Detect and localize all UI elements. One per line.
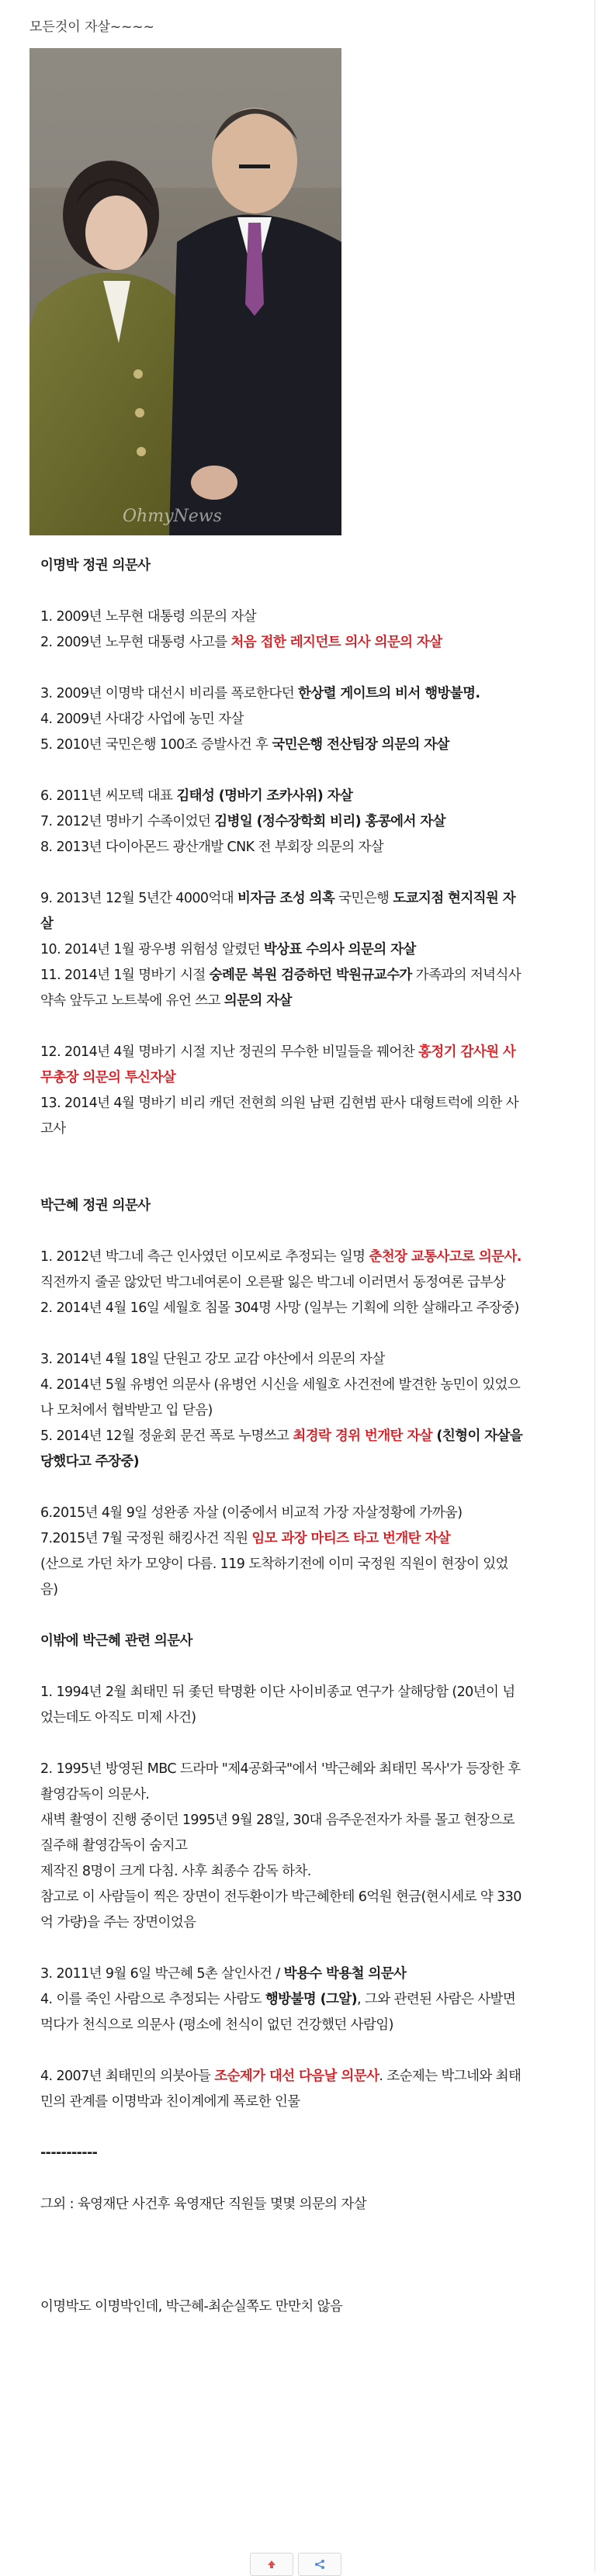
lee-section-title: 이명박 정권 의문사 xyxy=(40,558,151,573)
up-icon xyxy=(266,2558,277,2573)
park-item-6: 6.2015년 4월 9일 성완종 자살 (이중에서 비교적 가장 자살정황에 가까움) xyxy=(40,1505,463,1521)
pre-item-2-detail-2: 제작진 8명이 크게 다침. 사후 최종수 감독 하차. xyxy=(40,1864,311,1879)
photo-watermark: OhmyNews xyxy=(123,507,222,526)
bottom-action-buttons xyxy=(250,2553,346,2576)
park-section-title: 박근혜 정권 의문사 xyxy=(40,1198,151,1214)
lee-item-3: 3. 2009년 이명박 대선시 비리를 폭로한다던 한상렬 게이트의 비서 행방불명. xyxy=(40,686,480,701)
right-divider xyxy=(594,0,595,2571)
park-item-7-note: (산으로 가던 차가 모양이 다름. 119 도착하기전에 이미 국정원 직원이 현장이 있었음) xyxy=(40,1556,508,1598)
extra-note: 그외 : 육영재단 사건후 육영재단 직원들 몇몇 의문의 자살 xyxy=(40,2197,367,2212)
lee-item-7: 7. 2012년 명바기 수족이었던 김병일 (정수장학회 비리) 홍콩에서 자살 xyxy=(40,814,445,829)
divider-text: ----------- xyxy=(40,2145,98,2161)
lee-item-8: 8. 2013년 다이아몬드 광산개발 CNK 전 부회장 의문의 자살 xyxy=(40,840,384,855)
news-photo xyxy=(29,48,341,535)
news-photo-illustration xyxy=(29,48,341,535)
lee-item-12: 12. 2014년 4월 명바기 시절 지난 정권의 무수한 비밀들을 꿰어찬 홍정기 감사원 사무총장 의문의 투신자살 xyxy=(40,1044,516,1085)
park-item-1-note: 직전까지 줄곧 않았던 박그네여론이 오른팔 잃은 박그네 이러면서 동정여론 급부상 xyxy=(40,1275,506,1290)
pre-item-5: 4. 2007년 최태민의 의붓아들 조순제가 대선 다음날 의문사. 조순제는 박그네와 최태민의 관계를 이명박과 친이계에게 폭로한 인물 xyxy=(40,2069,522,2110)
pre-item-2-detail-1: 새벽 촬영이 진행 중이던 1995년 9월 28일, 30대 음주운전자가 차를 몰고 현장으로 질주해 촬영감독이 숨지고 xyxy=(40,1813,515,1854)
park-item-2: 2. 2014년 4월 16일 세월호 침몰 304명 사망 (일부는 기획에 의한 살해라고 주장중) xyxy=(40,1300,519,1316)
article-body xyxy=(40,553,523,2320)
intro-text: 모든것이 자살~~~~ xyxy=(29,19,154,35)
lee-item-5: 5. 2010년 국민은행 100조 증발사건 후 국민은행 전산팀장 의문의 자살 xyxy=(40,737,449,753)
share-icon xyxy=(314,2558,325,2573)
lee-item-2: 2. 2009년 노무현 대통령 사고를 처음 접한 레지던트 의사 의문의 자살 xyxy=(40,635,442,650)
pre-section-title: 이밖에 박근혜 관련 의문사 xyxy=(40,1633,192,1649)
pre-item-1: 1. 1994년 2월 최태민 뒤 좇던 탁명환 이단 사이비종교 연구가 살해당함 (20년이 넘었는데도 아직도 미제 사건) xyxy=(40,1684,515,1726)
pre-item-2-detail-3: 참고로 이 사람들이 찍은 장면이 전두환이가 박근혜한테 6억원 현금(현시세로 약 330억 가량)을 주는 장면이었음 xyxy=(40,1889,522,1930)
share-button[interactable] xyxy=(298,2553,341,2576)
lee-item-11: 11. 2014년 1월 명바기 시절 숭례문 복원 검증하던 박원규교수가 가족과의 저녁식사 약속 앞두고 노트북에 유언 쓰고 의문의 자살 xyxy=(40,968,522,1009)
pre-item-3: 3. 2011년 9월 6일 박근혜 5촌 살인사건 / 박용수 박용철 의문사 xyxy=(40,1966,407,1982)
park-item-1: 1. 2012년 박그네 측근 인사였던 이모씨로 추정되는 일명 춘천장 교통사고로 의문사. xyxy=(40,1249,522,1265)
up-button[interactable] xyxy=(250,2553,293,2576)
lee-item-13: 13. 2014년 4월 명바기 비리 캐던 전현희 의원 남편 김현범 판사 대형트럭에 의한 사고사 xyxy=(40,1096,519,1137)
park-item-3: 3. 2014년 4월 18일 단원고 강모 교감 야산에서 의문의 자살 xyxy=(40,1352,385,1367)
lee-item-1: 1. 2009년 노무현 대통령 의문의 자살 xyxy=(40,609,257,625)
lee-item-6: 6. 2011년 씨모텍 대표 김태성 (명바기 조카사위) 자살 xyxy=(40,788,353,804)
lee-item-4: 4. 2009년 사대강 사업에 농민 자살 xyxy=(40,712,244,727)
park-item-7: 7.2015년 7월 국정원 해킹사건 직원 임모 과장 마티즈 타고 번개탄 자살 xyxy=(40,1531,451,1546)
park-item-4: 4. 2014년 5월 유병언 의문사 (유병언 시신을 세월호 사건전에 발견한 농민이 있었으나 모처에서 협박받고 입 닫음) xyxy=(40,1377,521,1418)
park-item-5: 5. 2014년 12월 정윤회 문건 폭로 누명쓰고 최경락 경위 번개탄 자살 (친형이 자살을 당했다고 주장중) xyxy=(40,1428,523,1470)
closing-remark: 이명박도 이명박인데, 박근혜-최순실쪽도 만만치 않음 xyxy=(40,2299,343,2315)
lee-item-10: 10. 2014년 1월 광우병 위험성 알렸던 박상표 수의사 의문의 자살 xyxy=(40,942,416,957)
pre-item-2: 2. 1995년 방영된 MBC 드라마 "제4공화국"에서 '박근혜와 최태민 목사'가 등장한 후 촬영감독이 의문사. xyxy=(40,1761,521,1802)
lee-item-9: 9. 2013년 12월 5년간 4000억대 비자금 조성 의혹 국민은행 도쿄지점 현지직원 자살 xyxy=(40,891,516,932)
pre-item-4: 4. 이를 죽인 사람으로 추정되는 사람도 행방불명 (그알), 그와 관련된 사람은 사발면 먹다가 천식으로 의문사 (평소에 천식이 없던 건강했던 사람임) xyxy=(40,1992,516,2033)
